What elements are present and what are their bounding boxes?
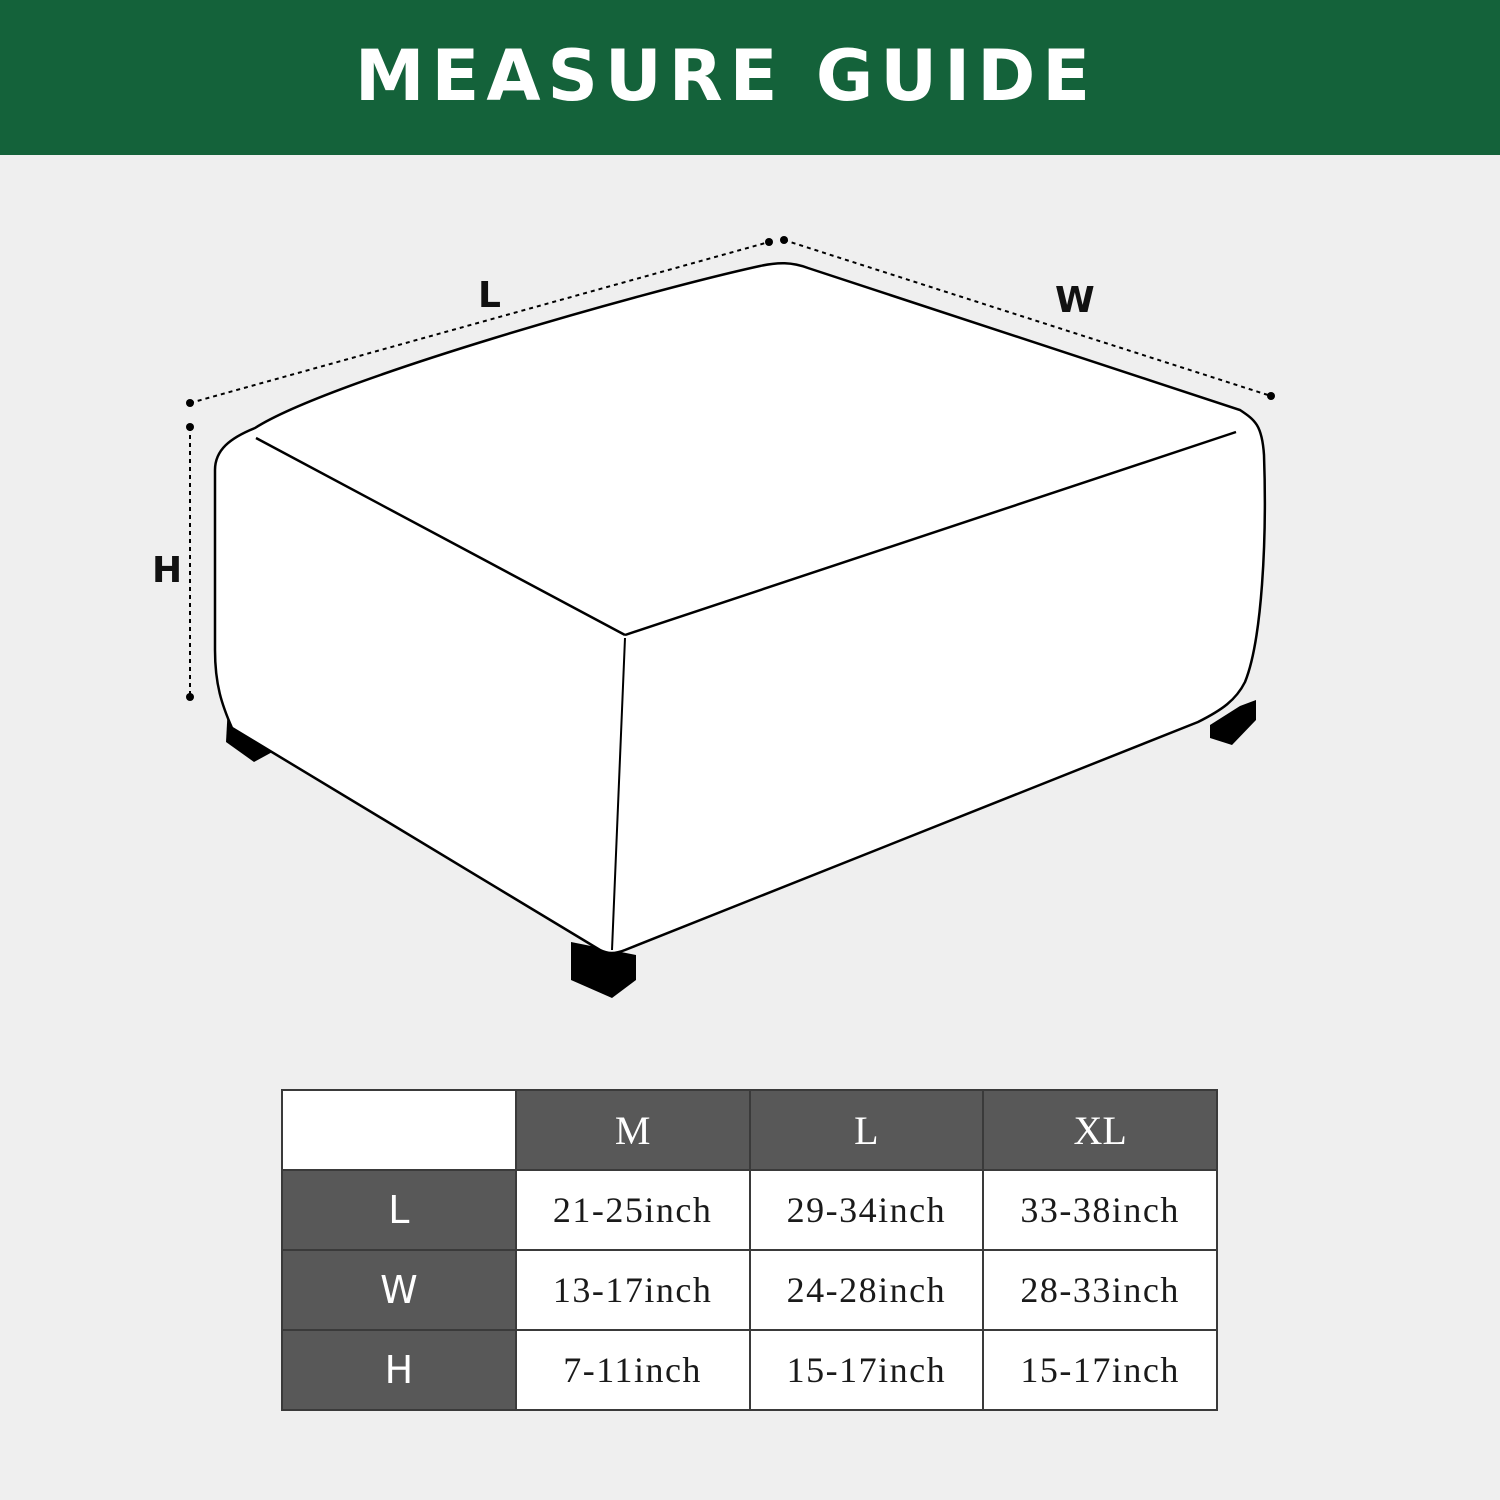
row-label-height: H [282, 1330, 516, 1410]
table-cell: 15-17inch [750, 1330, 984, 1410]
table-row [282, 1170, 1217, 1250]
length-label: L [478, 275, 501, 316]
size-header-m: M [516, 1090, 750, 1170]
table-corner-cell [282, 1090, 516, 1170]
row-label-length: L [282, 1170, 516, 1250]
table-cell: 33-38inch [983, 1170, 1217, 1250]
height-label: H [152, 550, 183, 591]
length-start-dot [186, 399, 194, 407]
table-cell: 21-25inch [516, 1170, 750, 1250]
ottoman-diagram [0, 155, 1500, 1055]
table-cell: 13-17inch [516, 1250, 750, 1330]
table-row [282, 1330, 1217, 1410]
table-cell: 28-33inch [983, 1250, 1217, 1330]
height-start-dot [186, 423, 194, 431]
table-row [282, 1250, 1217, 1330]
size-header-xl: XL [983, 1090, 1217, 1170]
width-label: W [1055, 280, 1095, 321]
ottoman-body [215, 263, 1265, 953]
table-cell: 7-11inch [516, 1330, 750, 1410]
header-banner [0, 0, 1500, 155]
table-header-row [282, 1090, 1217, 1170]
table-cell: 24-28inch [750, 1250, 984, 1330]
width-start-dot [780, 236, 788, 244]
height-end-dot [186, 693, 194, 701]
table-cell: 15-17inch [983, 1330, 1217, 1410]
size-table [281, 1089, 1218, 1411]
size-header-l: L [750, 1090, 984, 1170]
width-end-dot [1267, 392, 1275, 400]
page-title: MEASURE GUIDE [354, 34, 1098, 117]
length-end-dot [765, 238, 773, 246]
table-cell: 29-34inch [750, 1170, 984, 1250]
row-label-width: W [282, 1250, 516, 1330]
